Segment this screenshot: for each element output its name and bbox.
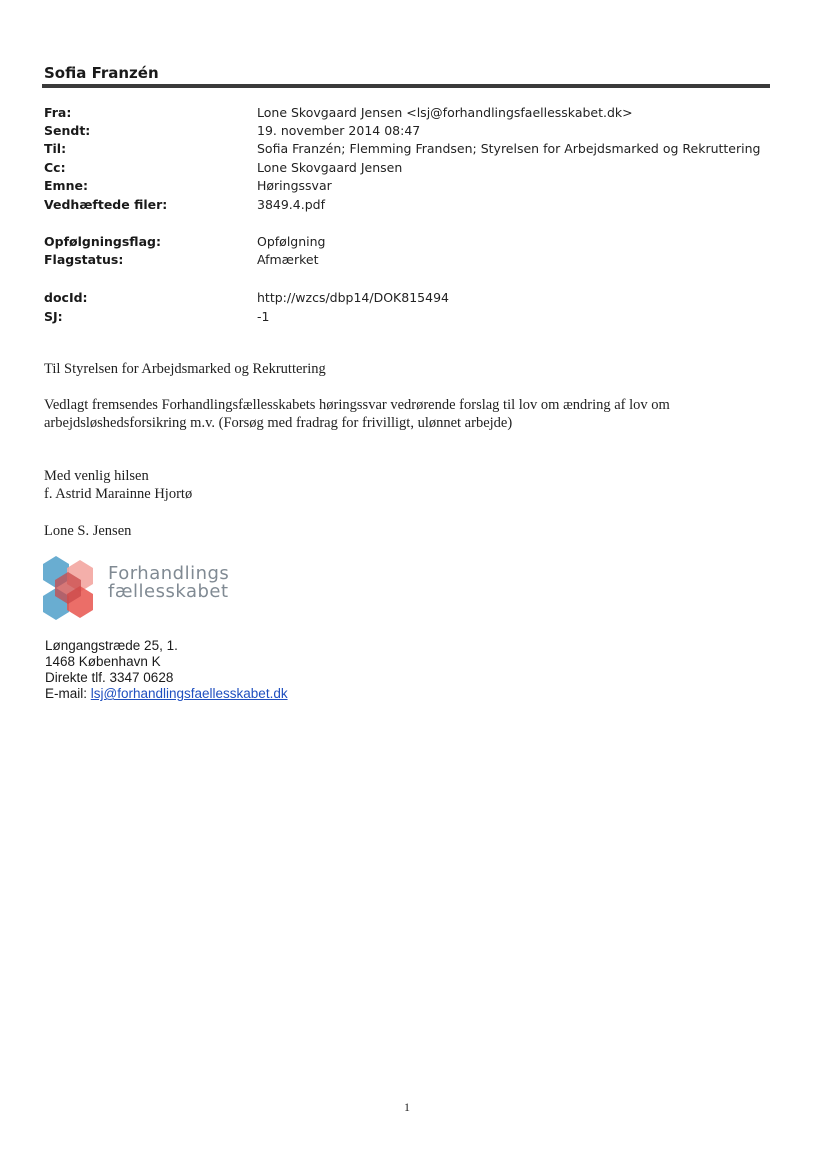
meta-row-sj	[44, 308, 764, 326]
meta-label: Sendt:	[44, 123, 91, 138]
closing-name: f. Astrid Marainne Hjortø	[44, 486, 193, 502]
meta-row-attachments	[44, 196, 764, 214]
organization-logo	[42, 556, 252, 620]
meta-value: http://wzcs/dbp14/DOK815494	[257, 290, 449, 305]
meta-row-sent	[44, 122, 764, 140]
meta-value: Sofia Franzén; Flemming Frandsen; Styrelsen for Arbejdsmarked og Rekruttering	[257, 141, 761, 156]
meta-row-cc	[44, 159, 764, 177]
meta-value: Opfølgning	[257, 234, 326, 249]
meta-row-from	[44, 104, 764, 122]
meta-row-flag-status	[44, 251, 764, 269]
meta-value: -1	[257, 309, 270, 324]
meta-row-to	[44, 140, 764, 158]
meta-label: Fra:	[44, 105, 72, 120]
logo-mark-icon	[42, 556, 104, 620]
meta-label: SJ:	[44, 309, 63, 324]
sender-header-name: Sofia Franzén	[44, 64, 159, 82]
meta-row-followup-flag	[44, 233, 764, 251]
body-paragraph-line: Vedlagt fremsendes Forhandlingsfællesskabets høringssvar vedrørende forslag til lov om ændring af lov om	[44, 397, 670, 413]
meta-value: Afmærket	[257, 252, 319, 267]
signature: Lone S. Jensen	[44, 523, 132, 539]
meta-label: Opfølgningsflag:	[44, 234, 161, 249]
attachment-filename[interactable]: 3849.4.pdf	[257, 197, 325, 212]
email-link[interactable]: lsj@forhandlingsfaellesskabet.dk	[90, 686, 288, 701]
meta-row-docid	[44, 289, 764, 307]
logo-text-line1: Forhandlings	[108, 563, 230, 584]
meta-value: 19. november 2014 08:47	[257, 123, 421, 138]
meta-label: Flagstatus:	[44, 252, 124, 267]
meta-label: docId:	[44, 290, 88, 305]
meta-label: Emne:	[44, 178, 88, 193]
contact-phone: Direkte tlf. 3347 0628	[45, 670, 174, 685]
closing: Med venlig hilsen	[44, 468, 149, 484]
body-paragraph-line: arbejdsløshedsforsikring m.v. (Forsøg med fradrag for frivilligt, ulønnet arbejde)	[44, 415, 513, 431]
meta-label: Til:	[44, 141, 67, 156]
meta-value: Høringssvar	[257, 178, 332, 193]
page-number: 1	[404, 1100, 410, 1114]
meta-value: Lone Skovgaard Jensen <lsj@forhandlingsfaellesskabet.dk>	[257, 105, 633, 120]
meta-label: Vedhæftede filer:	[44, 197, 168, 212]
email-label: E-mail:	[45, 686, 91, 701]
salutation: Til Styrelsen for Arbejdsmarked og Rekruttering	[44, 361, 326, 377]
meta-row-subject	[44, 177, 764, 195]
contact-address: Løngangstræde 25, 1.	[45, 638, 178, 653]
logo-text-line2: fællesskabet	[108, 581, 229, 602]
header-divider	[42, 84, 770, 88]
contact-email-line	[45, 686, 288, 702]
contact-city: 1468 København K	[45, 654, 161, 669]
meta-label: Cc:	[44, 160, 66, 175]
meta-value: Lone Skovgaard Jensen	[257, 160, 403, 175]
